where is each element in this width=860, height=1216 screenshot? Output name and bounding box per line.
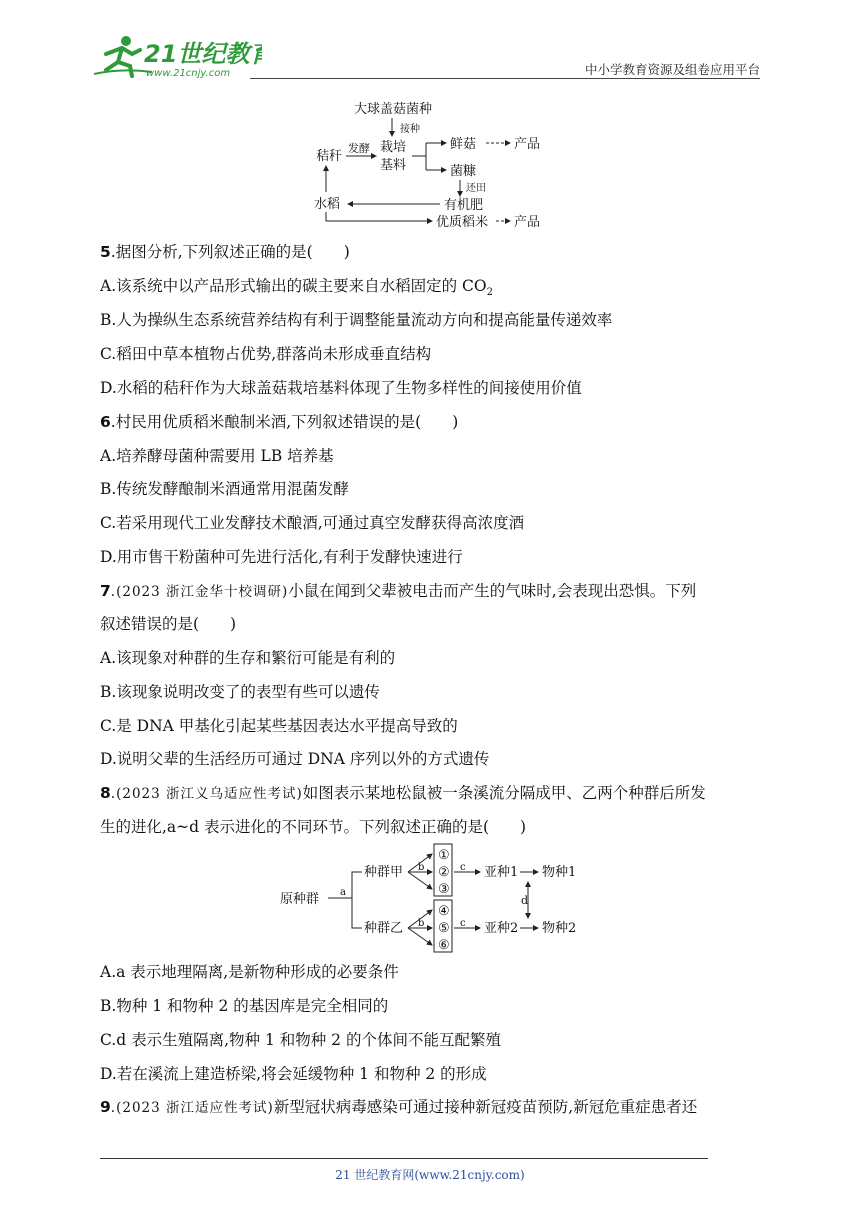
q7-source: .(2023 浙江金华十校调研) <box>110 584 289 600</box>
node-substrate-2: 基料 <box>380 158 407 173</box>
logo-text: 21世纪教育 <box>144 40 262 68</box>
q8-option-d: D.若在溪流上建造桥梁,将会延缓物种 1 和物种 2 的形成 <box>100 1065 487 1083</box>
q5-option-a-subscript: 2 <box>486 287 493 299</box>
q7-stem-line-1 <box>100 581 770 602</box>
q5-stem-text: .据图分析,下列叙述正确的是( ) <box>110 243 350 261</box>
q6-option-a: A.培养酵母菌种需要用 LB 培养基 <box>100 447 334 465</box>
node-product-1: 产品 <box>514 137 541 152</box>
circle-5: ⑤ <box>438 921 450 936</box>
q7-option-d: D.说明父辈的生活经历可通过 DNA 序列以外的方式遗传 <box>100 750 490 768</box>
eco-system-diagram <box>300 96 560 232</box>
q9-stem-line-1 <box>100 1097 770 1118</box>
circle-4: ④ <box>438 904 450 919</box>
q8-stem-line-1 <box>100 783 770 804</box>
q5-option-d: D.水稻的秸秆作为大球盖菇栽培基料体现了生物多样性的间接使用价值 <box>100 379 582 397</box>
circle-2: ② <box>438 865 450 880</box>
circle-1: ① <box>438 848 450 863</box>
label-return-field: 还田 <box>466 183 486 194</box>
q6-stem-text: .村民用优质稻米酿制米酒,下列叙述错误的是( ) <box>110 413 459 431</box>
node-rice: 水稻 <box>314 197 341 212</box>
q7-number: 7 <box>100 582 111 600</box>
node-straw: 秸秆 <box>316 149 343 164</box>
q5-option-b: B.人为操纵生态系统营养结构有利于调整能量流动方向和提高能量传递效率 <box>100 311 613 329</box>
label-b-top: b <box>418 862 425 873</box>
q6-option-b: B.传统发酵酿制米酒通常用混菌发酵 <box>100 480 349 498</box>
site-logo <box>92 32 262 82</box>
label-ferment: 发酵 <box>348 142 370 155</box>
circle-3: ③ <box>438 882 450 897</box>
q7-option-c: C.是 DNA 甲基化引起某些基因表达水平提高导致的 <box>100 717 458 735</box>
node-pop-a: 种群甲 <box>364 865 404 880</box>
q8-option-c: C.d 表示生殖隔离,物种 1 和物种 2 的个体间不能互配繁殖 <box>100 1031 501 1049</box>
node-substrate-1: 栽培 <box>380 140 407 155</box>
node-subspecies-1: 亚种1 <box>484 865 519 880</box>
q9-source: .(2023 浙江适应性考试) <box>110 1100 274 1116</box>
node-pop-b: 种群乙 <box>364 921 404 936</box>
q5-number: 5 <box>100 243 111 261</box>
label-a: a <box>340 887 346 898</box>
node-product-2: 产品 <box>514 215 541 230</box>
q8-source: .(2023 浙江义乌适应性考试) <box>110 786 303 802</box>
label-c-top: c <box>460 862 466 873</box>
q7-option-b: B.该现象说明改变了的表型有些可以遗传 <box>100 683 380 701</box>
node-species-2: 物种2 <box>542 921 577 936</box>
q8-number: 8 <box>100 784 111 802</box>
node-quality-rice: 优质稻米 <box>436 215 489 230</box>
node-organic: 有机肥 <box>444 198 484 213</box>
q8-stem-text-1: 如图表示某地松鼠被一条溪流分隔成甲、乙两个种群后所发 <box>302 784 706 802</box>
q8-stem-line-2: 生的进化,a~d 表示进化的不同环节。下列叙述正确的是( ) <box>100 818 527 836</box>
node-spawn: 大球盖菇菌种 <box>354 102 433 117</box>
footer-rule <box>100 1158 708 1159</box>
header-platform-text: 中小学教育资源及组卷应用平台 <box>584 62 760 77</box>
q7-option-a: A.该现象对种群的生存和繁衍可能是有利的 <box>100 649 396 667</box>
label-inoculate: 接种 <box>400 124 420 135</box>
q5-stem <box>100 242 770 262</box>
q8-option-b: B.物种 1 和物种 2 的基因库是完全相同的 <box>100 997 389 1015</box>
node-subspecies-2: 亚种2 <box>484 921 519 936</box>
speciation-diagram <box>278 838 588 954</box>
q6-number: 6 <box>100 413 111 431</box>
q9-number: 9 <box>100 1098 111 1116</box>
logo-url: www.21cnjy.com <box>146 68 231 79</box>
q5-option-a <box>100 276 770 303</box>
node-species-1: 物种1 <box>542 865 577 880</box>
circle-6: ⑥ <box>438 938 450 953</box>
node-origin: 原种群 <box>280 892 320 907</box>
q6-stem <box>100 412 770 432</box>
q6-option-c: C.若采用现代工业发酵技术酿酒,可通过真空发酵获得高浓度酒 <box>100 514 525 532</box>
q9-stem-text-1: 新型冠状病毒感染可通过接种新冠疫苗预防,新冠危重症患者还 <box>273 1098 698 1116</box>
node-fresh: 鲜菇 <box>450 137 477 152</box>
q5-option-a-text: A.该系统中以产品形式输出的碳主要来自水稻固定的 CO <box>100 277 487 295</box>
q7-stem-line-2: 叙述错误的是( ) <box>100 615 237 633</box>
footer-text[interactable]: 21 世纪教育网(www.21cnjy.com) <box>335 1168 525 1182</box>
header-rule <box>250 78 760 79</box>
q6-option-d: D.用市售干粉菌种可先进行活化,有利于发酵快速进行 <box>100 548 463 566</box>
q7-stem-text-1: 小鼠在闻到父辈被电击而产生的气味时,会表现出恐惧。下列 <box>288 582 697 600</box>
label-b-bottom: b <box>418 918 425 929</box>
q5-option-c: C.稻田中草本植物占优势,群落尚未形成垂直结构 <box>100 345 432 363</box>
q8-option-a: A.a 表示地理隔离,是新物种形成的必要条件 <box>100 963 399 981</box>
label-c-bottom: c <box>460 918 466 929</box>
label-d: d <box>521 894 529 907</box>
node-residue: 菌糠 <box>450 164 477 179</box>
